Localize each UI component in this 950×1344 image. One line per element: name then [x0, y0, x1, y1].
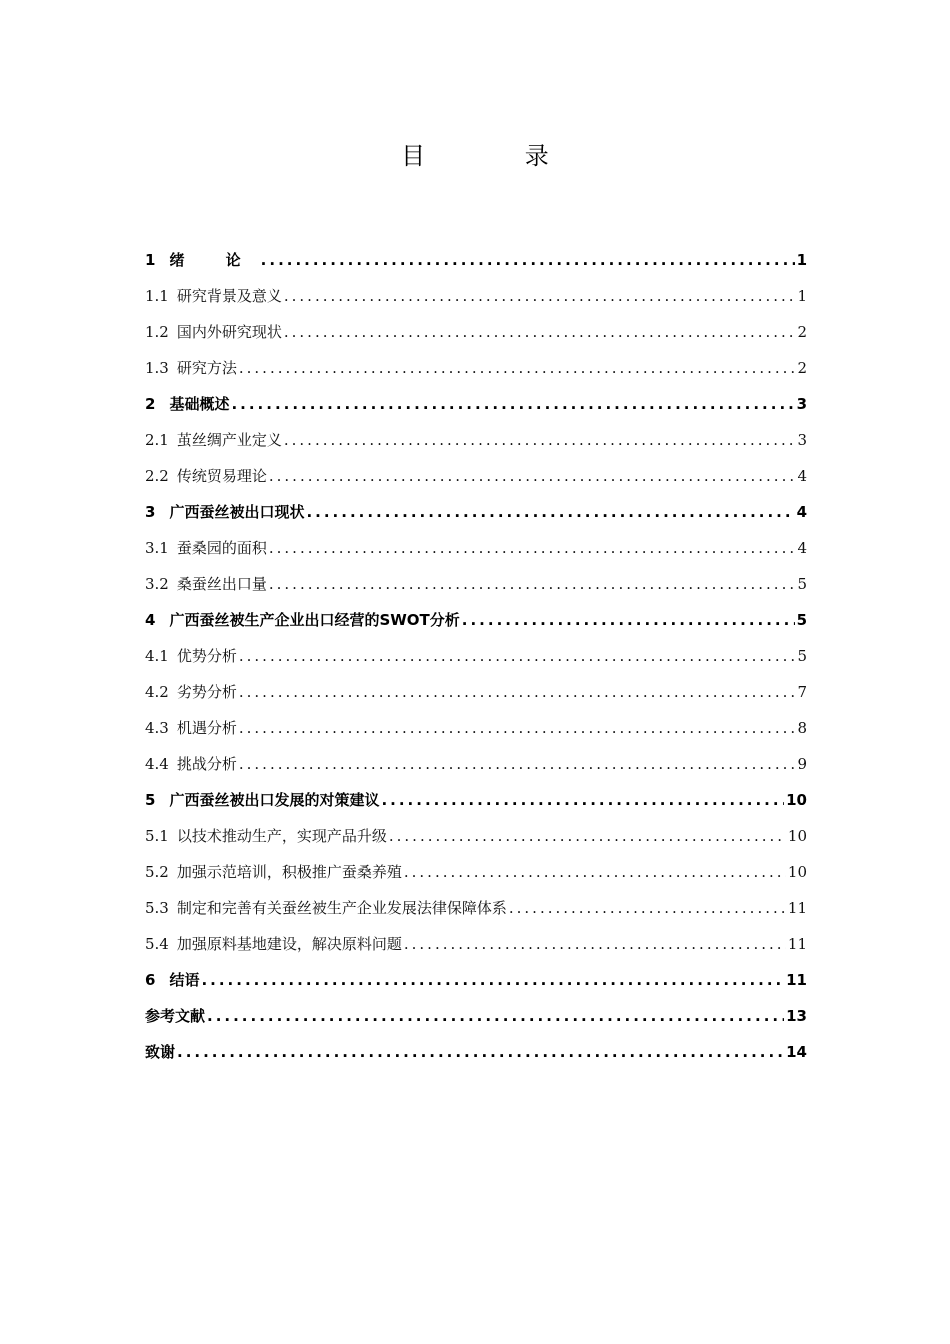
toc-entry-label: 加强原料基地建设，解决原料问题 — [176, 935, 402, 953]
toc-entry-number: 5.1 — [145, 827, 169, 845]
toc-dot-leader — [261, 242, 795, 278]
toc-entry-page-number: 1 — [796, 251, 807, 269]
toc-entry-page-number: 11 — [787, 935, 807, 953]
toc-entry-page-number: 3 — [797, 431, 807, 449]
toc-entry-label: 研究背景及意义 — [176, 287, 282, 305]
toc-entry-number: 1.3 — [145, 359, 169, 377]
toc-entry-page-number: 14 — [786, 1043, 807, 1061]
toc-entry-label: 机遇分析 — [176, 719, 237, 737]
toc-entry-number: 5 — [145, 791, 156, 809]
toc-entry-page-number: 11 — [787, 899, 807, 917]
toc-entry-label: 优势分析 — [176, 647, 237, 665]
toc-entry-page-number: 5 — [797, 647, 807, 665]
toc-entry-page-number: 9 — [797, 755, 807, 773]
toc-entry[interactable] — [145, 710, 807, 746]
toc-entry[interactable] — [145, 386, 807, 422]
toc-entry-number: 2.1 — [145, 431, 169, 449]
toc-entry-number: 3.2 — [145, 575, 169, 593]
toc-entry-number: 1 — [145, 251, 156, 269]
toc-dot-leader — [381, 782, 784, 818]
toc-dot-leader — [239, 746, 796, 782]
toc-dot-leader — [284, 278, 796, 314]
toc-dot-leader — [389, 818, 786, 854]
toc-dot-leader — [462, 602, 795, 638]
toc-entry-label: 国内外研究现状 — [176, 323, 282, 341]
toc-entry-label: 茧丝绸产业定义 — [176, 431, 282, 449]
toc-entry-label: 广西蚕丝被出口现状 — [169, 503, 305, 521]
toc-entry-label: 绪 论 — [169, 251, 259, 269]
toc-entry-page-number: 4 — [797, 539, 807, 557]
toc-entry-page-number: 4 — [796, 503, 807, 521]
toc-entry[interactable] — [145, 242, 807, 278]
toc-entry[interactable] — [145, 602, 807, 638]
toc-entry[interactable] — [145, 962, 807, 998]
toc-entry[interactable] — [145, 746, 807, 782]
toc-entry-number: 4.2 — [145, 683, 169, 701]
toc-entry-label: 广西蚕丝被生产企业出口经营的SWOT分析 — [169, 611, 460, 629]
toc-title: 目 录 — [401, 142, 595, 170]
toc-dot-leader — [269, 458, 796, 494]
toc-entry-label: 研究方法 — [176, 359, 237, 377]
toc-entry-page-number: 11 — [786, 971, 807, 989]
toc-entry-label: 结语 — [169, 971, 200, 989]
toc-dot-leader — [201, 962, 784, 998]
toc-dot-leader — [509, 890, 786, 926]
toc-entry-label: 传统贸易理论 — [176, 467, 267, 485]
toc-entry[interactable] — [145, 818, 807, 854]
toc-entry-number: 5.4 — [145, 935, 169, 953]
toc-entry-page-number: 10 — [787, 827, 807, 845]
toc-dot-leader — [207, 998, 784, 1034]
toc-entry-number: 4.4 — [145, 755, 169, 773]
toc-entry-page-number: 4 — [797, 467, 807, 485]
toc-entry-label: 挑战分析 — [176, 755, 237, 773]
toc-entry[interactable] — [145, 314, 807, 350]
toc-entry-label: 参考文献 — [145, 1007, 206, 1025]
toc-entry-page-number: 3 — [796, 395, 807, 413]
toc-entry-number: 4 — [145, 611, 156, 629]
toc-entry-page-number: 5 — [796, 611, 807, 629]
toc-entry-number: 2.2 — [145, 467, 169, 485]
toc-entry-page-number: 7 — [797, 683, 807, 701]
toc-entry-label: 加强示范培训，积极推广蚕桑养殖 — [176, 863, 402, 881]
toc-entry[interactable] — [145, 1034, 807, 1070]
toc-entry[interactable] — [145, 638, 807, 674]
toc-dot-leader — [239, 638, 796, 674]
toc-entry-page-number: 10 — [787, 863, 807, 881]
toc-entry-label: 致谢 — [145, 1043, 176, 1061]
toc-dot-leader — [404, 926, 786, 962]
toc-entry[interactable] — [145, 890, 807, 926]
toc-entry-label: 劣势分析 — [176, 683, 237, 701]
toc-dot-leader — [177, 1034, 784, 1070]
toc-entry-number: 5.3 — [145, 899, 169, 917]
toc-entry-page-number: 1 — [797, 287, 807, 305]
toc-entry[interactable] — [145, 674, 807, 710]
toc-entry[interactable] — [145, 494, 807, 530]
toc-entry-number: 6 — [145, 971, 156, 989]
toc-entry-label: 基础概述 — [169, 395, 230, 413]
toc-entry[interactable] — [145, 530, 807, 566]
toc-entry-label: 制定和完善有关蚕丝被生产企业发展法律保障体系 — [176, 899, 507, 917]
toc-dot-leader — [306, 494, 794, 530]
toc-entry-page-number: 10 — [786, 791, 807, 809]
toc-dot-leader — [239, 674, 796, 710]
toc-entry[interactable] — [145, 566, 807, 602]
toc-entry-number: 5.2 — [145, 863, 169, 881]
toc-dot-leader — [269, 530, 796, 566]
toc-entry-label: 以技术推动生产，实现产品升级 — [176, 827, 387, 845]
toc-dot-leader — [404, 854, 786, 890]
toc-entry-number: 3.1 — [145, 539, 169, 557]
toc-entry[interactable] — [145, 458, 807, 494]
toc-entry-number: 1.2 — [145, 323, 169, 341]
toc-dot-leader — [269, 566, 796, 602]
toc-dot-leader — [231, 386, 794, 422]
toc-dot-leader — [239, 710, 796, 746]
toc-entry[interactable] — [145, 854, 807, 890]
table-of-contents — [145, 242, 807, 1070]
toc-entry-number: 4.3 — [145, 719, 169, 737]
toc-entry[interactable] — [145, 998, 807, 1034]
toc-dot-leader — [239, 350, 796, 386]
toc-entry-page-number: 2 — [797, 359, 807, 377]
toc-dot-leader — [284, 314, 796, 350]
toc-entry-number: 1.1 — [145, 287, 169, 305]
toc-dot-leader — [284, 422, 796, 458]
toc-entry-number: 3 — [145, 503, 156, 521]
toc-entry-label: 蚕桑园的面积 — [176, 539, 267, 557]
toc-entry[interactable] — [145, 278, 807, 314]
toc-entry-label: 桑蚕丝出口量 — [176, 575, 267, 593]
toc-entry[interactable] — [145, 350, 807, 386]
toc-entry[interactable] — [145, 926, 807, 962]
toc-entry-page-number: 2 — [797, 323, 807, 341]
toc-entry-number: 2 — [145, 395, 156, 413]
toc-entry[interactable] — [145, 422, 807, 458]
toc-entry-page-number: 8 — [797, 719, 807, 737]
toc-entry-page-number: 5 — [797, 575, 807, 593]
toc-entry[interactable] — [145, 782, 807, 818]
toc-entry-number: 4.1 — [145, 647, 169, 665]
toc-entry-label: 广西蚕丝被出口发展的对策建议 — [169, 791, 380, 809]
toc-entry-page-number: 13 — [786, 1007, 807, 1025]
